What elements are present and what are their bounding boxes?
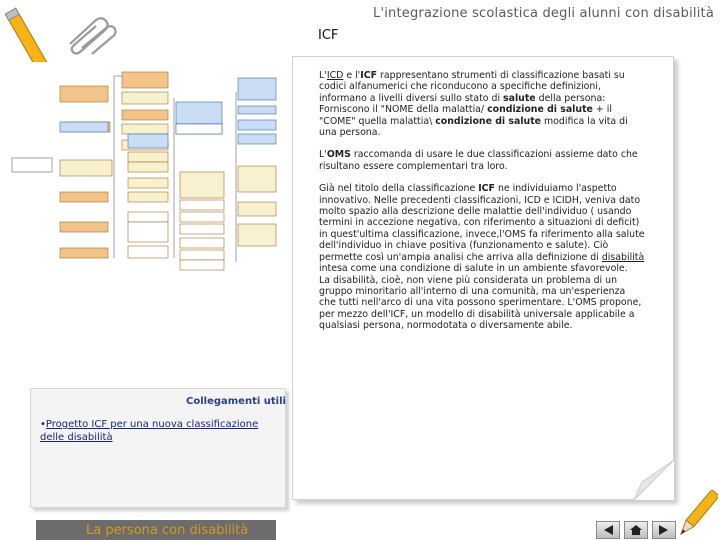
home-icon [629, 524, 643, 536]
page-title: L'integrazione scolastica degli alunni con disabilità [373, 6, 714, 21]
prev-arrow-icon [601, 524, 615, 536]
main-text [319, 70, 645, 343]
prev-button[interactable] [596, 521, 620, 539]
paragraph-icd-icf: L'ICD e l'ICF rappresentano strumenti di classificazione basati su codici alfanumerici che riconducono a specifiche definizioni, informano a livelli diversi sullo stato di salute della persona: Forniscono il "NOME della malattia/ condizione di salute + il "COME" quella malattia\ condizione di salute modifica la vita di una persona. [319, 70, 628, 139]
home-button[interactable] [624, 521, 648, 539]
paragraph-innovation: Già nel titolo della classificazione ICF ne individuiamo l'aspetto innovativo. Nelle precedenti classificazioni, ICD e ICIDH, veniva dato molto spazio alla descrizione delle malattie dell'individuo ( usando termini in accezione negativa, con riferimento a situazioni di deficit) in quest'ultima classificazione, invece,l'OMS fa riferimento alla salute dell'individuo in chiave positiva (funzionamento e salute). Ciò permette così un'ampia analisi che arriva alla definizione di disabilità intesa come una condizione di salute in un ambiente sfavorevole. La disabilità, cioè, non viene più considerata un problema di un gruppo minoritario all'interno di una comunità, ma un'esperienza che tutti nell'arco di una vita possono sperimentare. L'OMS propone, per mezzo dell'ICF, un modello di disabilità universale applicabile a qualsiasi persona, normodotata o diversamente abile. [319, 183, 645, 332]
page-fold-decoration [634, 460, 674, 500]
icf-diagram-image [4, 62, 280, 290]
paperclip-icon [62, 14, 118, 56]
section-title: ICF [318, 28, 339, 43]
paragraph-oms: L'OMS raccomanda di usare le due classificazioni assieme dato che risultano essere complementari tra loro. [319, 149, 638, 172]
footer-title: La persona con disabilità [86, 523, 249, 538]
useful-link-item [40, 418, 276, 444]
next-button[interactable] [652, 521, 676, 539]
link-progetto-icf[interactable]: Progetto ICF per una nuova classificazione delle disabilità [40, 419, 259, 443]
next-arrow-icon [657, 524, 671, 536]
pencil-icon [676, 490, 718, 540]
link-bullet: • [40, 419, 46, 430]
useful-links-title: Collegamenti utili [186, 396, 286, 407]
